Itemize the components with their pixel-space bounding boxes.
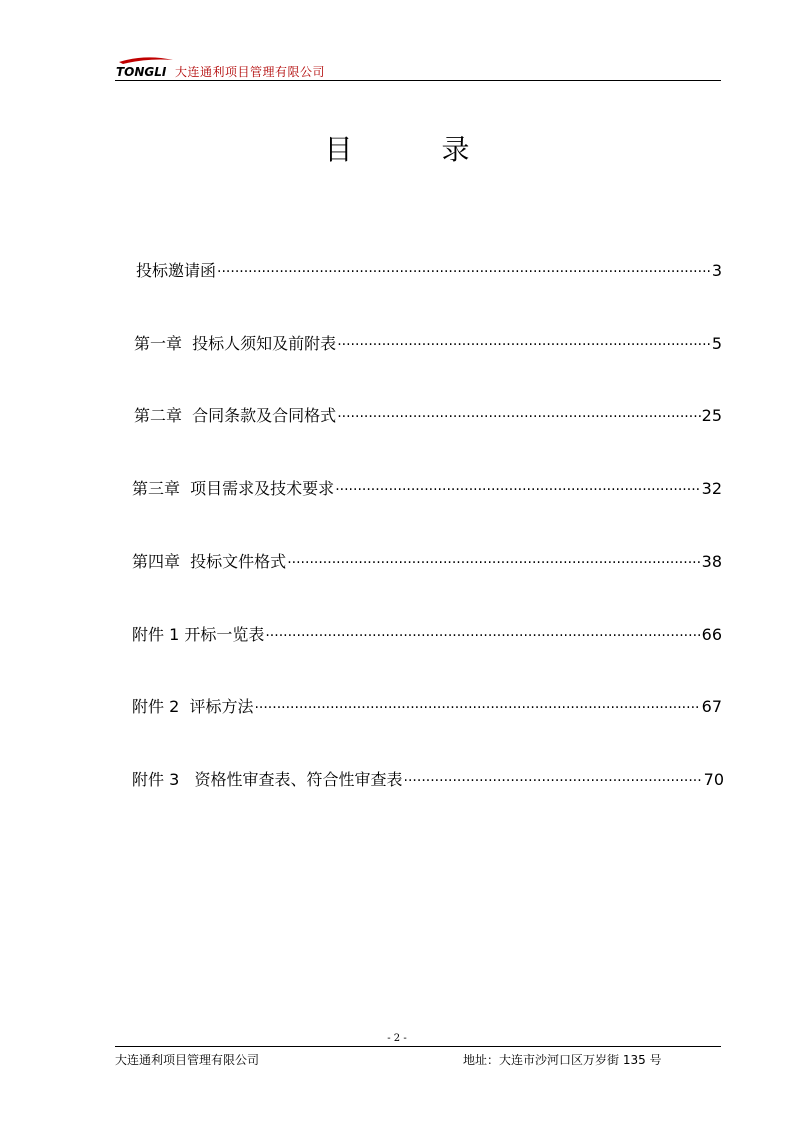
toc-entry-chapter-1[interactable] [134, 331, 722, 354]
toc-entry-page: 66 [701, 625, 722, 644]
toc-entry-page: 3 [711, 261, 722, 280]
toc-entry-label: 第三章 项目需求及技术要求 [132, 479, 335, 498]
toc-entry-page: 67 [701, 697, 722, 716]
toc-entry-chapter-4[interactable] [132, 549, 722, 572]
toc-entry-label: 附件 2 评标方法 [132, 697, 254, 716]
toc-entry-label: 第一章 投标人须知及前附表 [134, 334, 337, 353]
header-company-name: 大连通利项目管理有限公司 [175, 65, 326, 79]
toc-entry-invitation[interactable] [136, 258, 722, 281]
page-header [115, 56, 721, 80]
toc-entry-page: 5 [711, 334, 722, 353]
toc-dot-leader [337, 406, 700, 425]
toc-dot-leader [254, 697, 700, 716]
company-logo [115, 56, 175, 80]
toc-entry-page: 32 [701, 479, 722, 498]
svg-text:TONGLI: TONGLI [116, 65, 167, 79]
toc-entry-label: 第四章 投标文件格式 [132, 552, 287, 571]
page-title: 目 录 [324, 133, 510, 166]
toc-dot-leader [337, 334, 711, 353]
header-divider [115, 80, 721, 81]
toc-entry-page: 25 [701, 406, 722, 425]
toc-entry-chapter-3[interactable] [132, 476, 722, 499]
toc-entry-attachment-2[interactable] [132, 694, 722, 717]
toc-entry-chapter-2[interactable] [134, 403, 722, 426]
toc-entry-page: 70 [703, 770, 724, 789]
toc-entry-page: 38 [701, 552, 722, 571]
page-number: - 2 - [387, 1033, 407, 1044]
footer-address: 地址：大连市沙河口区万岁街 135 号 [463, 1053, 662, 1067]
toc-dot-leader [335, 479, 700, 498]
tongli-logo-icon [115, 56, 175, 80]
toc-dot-leader [404, 770, 703, 789]
toc-entry-label: 第二章 合同条款及合同格式 [134, 406, 337, 425]
footer-divider [115, 1046, 721, 1047]
toc-entry-label: 附件 1 开标一览表 [132, 625, 265, 644]
toc-entry-attachment-1[interactable] [132, 622, 722, 645]
toc-entry-attachment-3[interactable] [132, 767, 724, 790]
footer-company-name: 大连通利项目管理有限公司 [115, 1053, 260, 1067]
toc-entry-label: 附件 3 资格性审查表、符合性审查表 [132, 770, 403, 789]
toc-dot-leader [217, 261, 711, 280]
toc-entry-label: 投标邀请函 [136, 261, 217, 280]
toc-dot-leader [265, 625, 700, 644]
toc-dot-leader [287, 552, 700, 571]
